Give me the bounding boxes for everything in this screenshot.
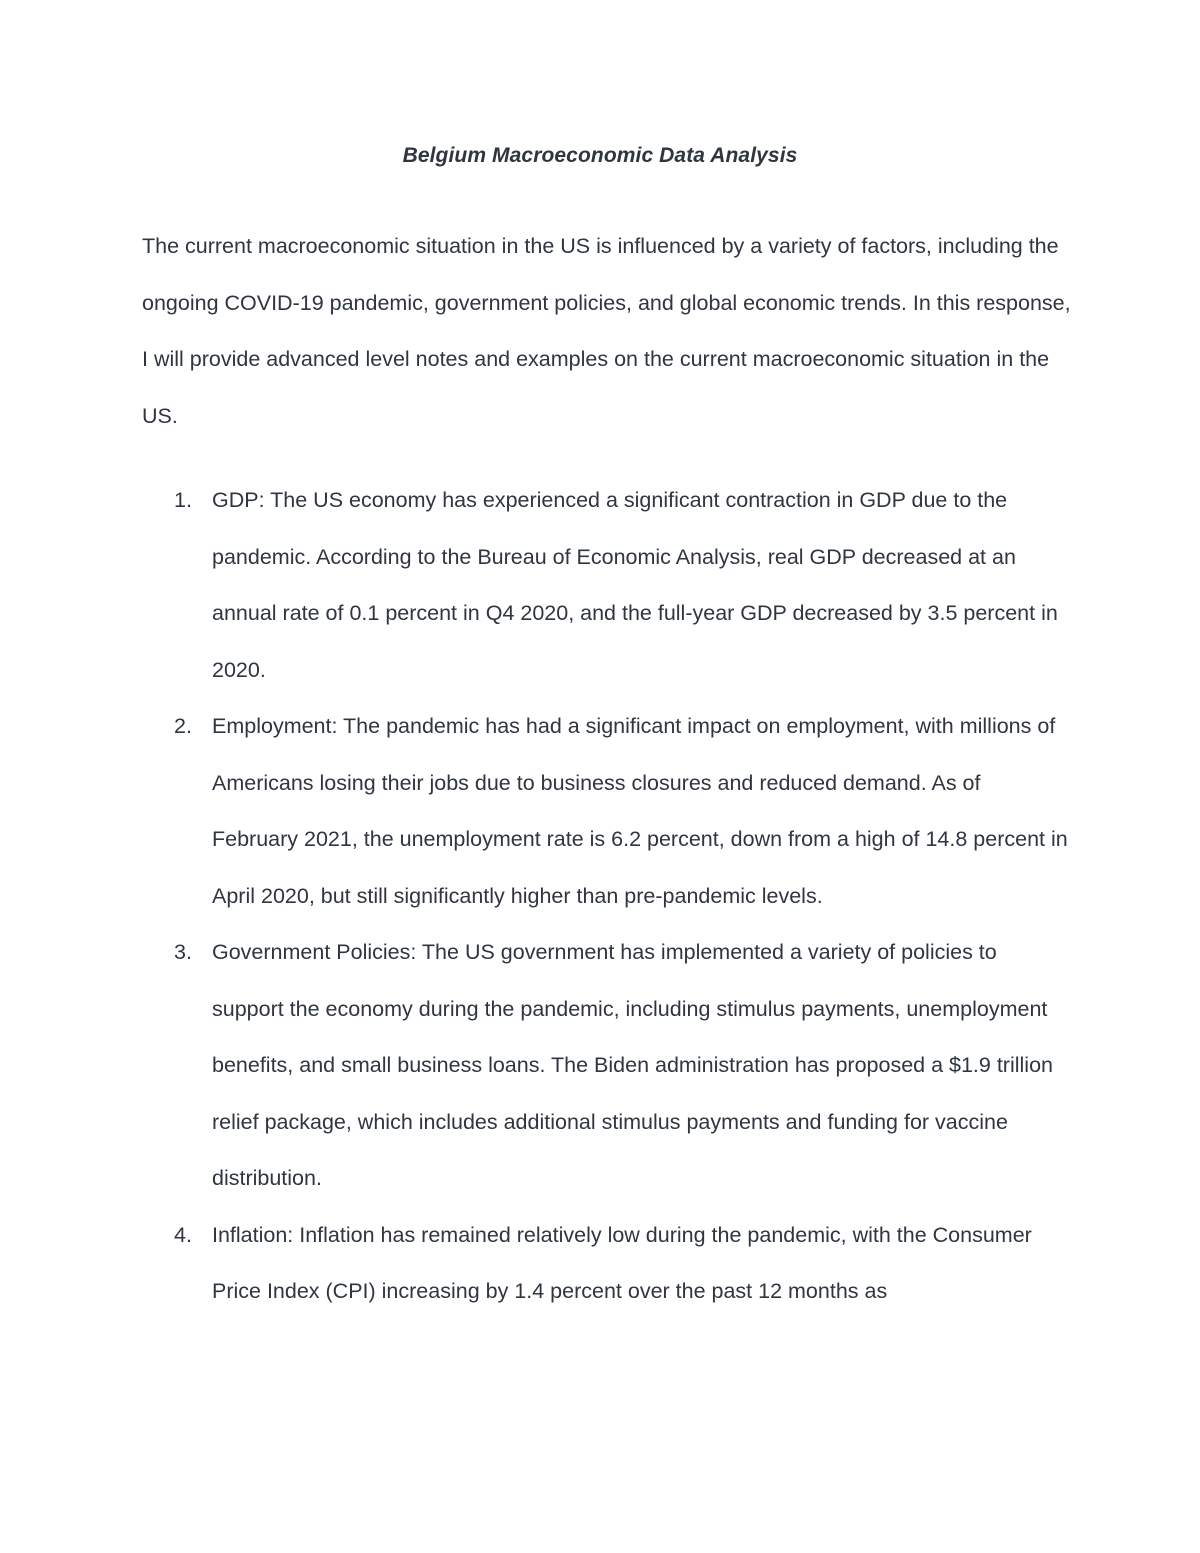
intro-paragraph: The current macroeconomic situation in the US is influenced by a variety of factors, including the ongoing COVID-19 pandemic, government policies, and global economic trends. In this response, I will provide advanced level notes and examples on the current macroeconomic situation in the US. <box>142 234 1071 428</box>
numbered-list <box>142 472 1072 1320</box>
list-item-number: 2. <box>174 714 192 738</box>
list-item-number: 1. <box>174 488 192 512</box>
list-item-text: Inflation: Inflation has remained relatively low during the pandemic, with the Consumer Price Index (CPI) increasing by 1.4 percent over the past 12 months as <box>212 1222 1032 1303</box>
list-item-number: 4. <box>174 1222 192 1247</box>
list-item <box>142 472 1072 698</box>
list-item <box>142 1207 1072 1320</box>
list-item-text: Employment: The pandemic has had a significant impact on employment, with millions of Americans losing their jobs due to business closures and reduced demand. As of February 2021, the unemployment rate is 6.2 percent, down from a high of 14.8 percent in April 2020, but still significantly higher than pre-pandemic levels. <box>212 714 1068 908</box>
list-item-number: 3. <box>174 940 192 964</box>
document-title: Belgium Macroeconomic Data Analysis <box>402 144 798 167</box>
list-item <box>142 924 1072 1207</box>
list-item-text: GDP: The US economy has experienced a significant contraction in GDP due to the pandemic. According to the Bureau of Economic Analysis, real GDP decreased at an annual rate of 0.1 percent in Q4 2020, and the full-year GDP decreased by 3.5 percent in 2020. <box>212 488 1058 682</box>
list-item <box>142 698 1072 924</box>
list-item-text: Government Policies: The US government has implemented a variety of policies to support the economy during the pandemic, including stimulus payments, unemployment benefits, and small business loans. The Biden administration has proposed a $1.9 trillion relief package, which includes additional stimulus payments and funding for vaccine distribution. <box>212 940 1053 1190</box>
